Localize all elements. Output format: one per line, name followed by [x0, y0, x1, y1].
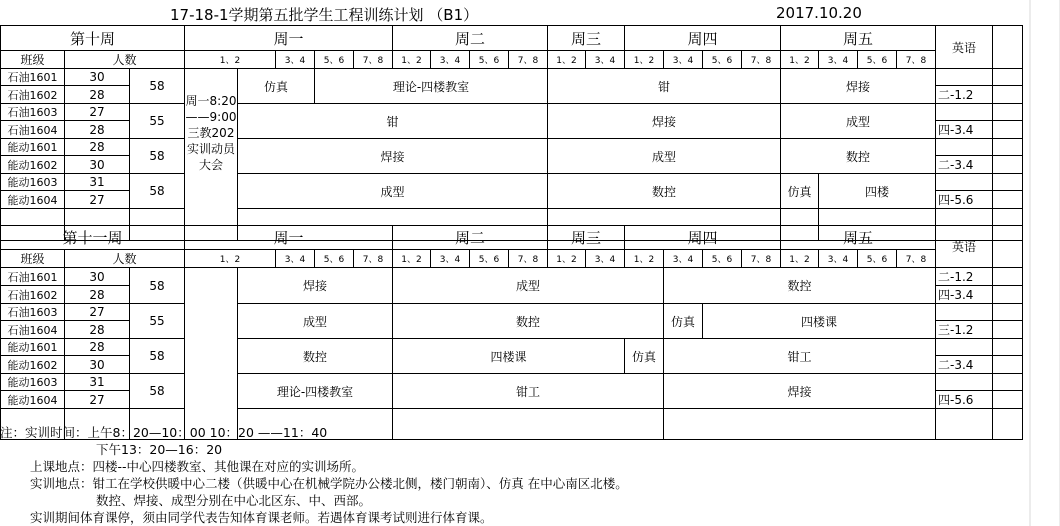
class-count: 31: [65, 174, 130, 191]
note-line-time: 注：实训时间：上午8：20—10：00 10：20 ——11：40: [0, 425, 328, 440]
course-cell: 四楼课: [393, 339, 625, 374]
note-line-afternoon: 下午13：20—16：20: [96, 442, 223, 457]
period-cell: 5、6: [858, 51, 897, 69]
class-count: 27: [65, 191, 130, 209]
blank-cell: [993, 191, 1023, 209]
class-header: 班级: [1, 51, 65, 69]
blank-cell: [185, 268, 238, 440]
group-total: 55: [130, 104, 185, 139]
course-cell: 钳工: [393, 374, 664, 409]
class-count: 30: [65, 156, 130, 174]
group-total: 58: [130, 339, 185, 374]
class-count: 30: [65, 69, 130, 86]
week-label: 第十周: [1, 26, 185, 51]
group-total: 58: [130, 69, 185, 104]
english-header: 英语: [936, 226, 993, 268]
blank-cell: [993, 139, 1023, 156]
period-cell: 7、8: [509, 51, 548, 69]
period-cell: 3、4: [664, 51, 703, 69]
class-name: 石油1603: [1, 104, 65, 121]
english-cell: 四-5.6: [936, 191, 993, 209]
english-cell: 三-1.2: [936, 321, 993, 339]
blank-cell: [993, 356, 1023, 374]
period-cell: 1、2: [625, 51, 664, 69]
group-total: 58: [130, 374, 185, 409]
english-cell: [936, 339, 993, 356]
period-cell: 1、2: [185, 51, 276, 69]
class-header: 班级: [1, 250, 65, 268]
class-name: 石油1601: [1, 69, 65, 86]
class-count: 31: [65, 374, 130, 391]
blank-cell: [993, 121, 1023, 139]
english-cell: 二-1.2: [936, 86, 993, 104]
class-name: 能动1601: [1, 339, 65, 356]
blank-cell: [993, 226, 1023, 268]
class-count: 27: [65, 391, 130, 409]
course-cell: 成型: [548, 139, 781, 174]
period-cell: 1、2: [185, 250, 276, 268]
period-cell: 1、2: [393, 51, 431, 69]
period-cell: 7、8: [509, 250, 548, 268]
class-count: 30: [65, 268, 130, 286]
count-header: 人数: [65, 51, 185, 69]
course-cell: 钳: [238, 104, 548, 139]
blank-cell: [993, 86, 1023, 104]
period-cell: 1、2: [393, 250, 431, 268]
english-cell: 二-1.2: [936, 268, 993, 286]
course-cell: 成型: [781, 104, 936, 139]
week10-table: [0, 25, 1023, 241]
period-cell: 3、4: [276, 250, 315, 268]
day-header-fri: 周五: [781, 226, 936, 250]
period-cell: 7、8: [742, 51, 781, 69]
count-header: 人数: [65, 250, 185, 268]
period-cell: 3、4: [431, 250, 470, 268]
period-cell: 7、8: [897, 250, 936, 268]
blank-cell: [993, 268, 1023, 286]
group-total: 58: [130, 139, 185, 174]
blank-cell: [993, 391, 1023, 409]
blank-cell: [993, 374, 1023, 391]
period-cell: 1、2: [781, 51, 819, 69]
course-cell: 仿真: [664, 304, 703, 339]
period-cell: 5、6: [470, 250, 509, 268]
course-cell: 成型: [393, 268, 664, 304]
group-total: 58: [130, 174, 185, 209]
english-cell: 四-3.4: [936, 121, 993, 139]
period-cell: 3、4: [819, 51, 858, 69]
note-line-pe: 实训期间体育课停，须由同学代表告知体育课老师。若遇体育课考试则进行体育课。: [30, 510, 493, 525]
course-cell: 仿真: [781, 174, 819, 209]
day-header-mon: 周一: [185, 226, 393, 250]
class-name: 石油1601: [1, 268, 65, 286]
period-cell: 5、6: [858, 250, 897, 268]
note-line-location: 实训地点：钳工在学校供暖中心二楼（供暖中心在机械学院办公楼北侧，楼门朝南）、仿真 在中心南区北楼。: [30, 476, 628, 491]
period-cell: 3、4: [431, 51, 470, 69]
blank-cell: [993, 156, 1023, 174]
english-cell: [936, 174, 993, 191]
schedule-title: 17-18-1学期第五批学生工程训练计划 （B1）: [170, 6, 479, 24]
course-cell: 焊接: [238, 268, 393, 304]
mobilization-note: 周一8:20——9:00三教202实训动员大会: [185, 69, 238, 241]
period-cell: 1、2: [548, 250, 586, 268]
period-cell: 1、2: [625, 250, 664, 268]
course-cell: 数控: [548, 174, 781, 209]
english-cell: [936, 69, 993, 86]
class-name: 能动1603: [1, 174, 65, 191]
english-cell: 四-5.6: [936, 391, 993, 409]
class-name: 能动1601: [1, 139, 65, 156]
class-name: 石油1602: [1, 286, 65, 304]
course-cell: 四楼: [819, 174, 936, 209]
period-cell: 7、8: [354, 51, 393, 69]
day-header-tue: 周二: [393, 226, 548, 250]
day-header-tue: 周二: [393, 26, 548, 51]
group-total: 55: [130, 304, 185, 339]
class-count: 28: [65, 121, 130, 139]
course-cell: 理论-四楼教室: [315, 69, 548, 104]
course-cell: 焊接: [548, 104, 781, 139]
course-cell: 焊接: [238, 139, 548, 174]
class-name: 能动1604: [1, 391, 65, 409]
class-count: 30: [65, 356, 130, 374]
english-cell: 四-3.4: [936, 286, 993, 304]
period-cell: 5、6: [315, 51, 354, 69]
course-cell: 数控: [238, 339, 393, 374]
course-cell: 焊接: [781, 69, 936, 104]
blank-cell: [993, 304, 1023, 321]
period-cell: 3、4: [819, 250, 858, 268]
blank-cell: [993, 174, 1023, 191]
course-cell: 理论-四楼教室: [238, 374, 393, 409]
period-cell: 1、2: [781, 250, 819, 268]
class-name: 石油1603: [1, 304, 65, 321]
english-cell: 二-3.4: [936, 356, 993, 374]
course-cell: 钳工: [664, 339, 936, 374]
note-line-areas: 数控、焊接、成型分别在中心北区东、中、西部。: [96, 493, 372, 508]
period-cell: 3、4: [586, 250, 625, 268]
course-cell: 数控: [393, 304, 664, 339]
course-cell: 仿真: [625, 339, 664, 374]
class-count: 28: [65, 286, 130, 304]
course-cell: 数控: [664, 268, 936, 304]
class-count: 27: [65, 104, 130, 121]
period-cell: 1、2: [548, 51, 586, 69]
course-cell: 仿真: [238, 69, 315, 104]
period-cell: 7、8: [354, 250, 393, 268]
blank-cell: [993, 339, 1023, 356]
class-name: 能动1602: [1, 356, 65, 374]
english-cell: [936, 104, 993, 121]
period-cell: 7、8: [742, 250, 781, 268]
class-name: 能动1603: [1, 374, 65, 391]
period-cell: 3、4: [276, 51, 315, 69]
blank-cell: [993, 69, 1023, 86]
english-cell: [936, 374, 993, 391]
group-total: 58: [130, 268, 185, 304]
note-line-classroom: 上课地点：四楼--中心四楼教室、其他课在对应的实训场所。: [30, 459, 365, 474]
notes-section: [0, 424, 1060, 526]
schedule-date: 2017.10.20: [776, 4, 862, 22]
course-cell: 焊接: [664, 374, 936, 409]
class-name: 石油1604: [1, 121, 65, 139]
blank-cell: [993, 321, 1023, 339]
class-name: 石油1604: [1, 321, 65, 339]
blank-cell: [993, 104, 1023, 121]
day-header-wed: 周三: [548, 26, 625, 51]
course-cell: 数控: [781, 139, 936, 174]
day-header-fri: 周五: [781, 26, 936, 51]
class-count: 27: [65, 304, 130, 321]
blank-cell: [993, 286, 1023, 304]
period-cell: 5、6: [470, 51, 509, 69]
period-cell: 5、6: [703, 250, 742, 268]
class-name: 石油1602: [1, 86, 65, 104]
class-count: 28: [65, 321, 130, 339]
period-cell: 7、8: [897, 51, 936, 69]
period-cell: 3、4: [586, 51, 625, 69]
class-name: 能动1604: [1, 191, 65, 209]
week-label: 第十一周: [1, 226, 185, 250]
blank-cell: [993, 26, 1023, 69]
class-count: 28: [65, 339, 130, 356]
period-cell: 5、6: [315, 250, 354, 268]
english-cell: 二-3.4: [936, 156, 993, 174]
course-cell: 四楼课: [703, 304, 936, 339]
period-cell: 5、6: [703, 51, 742, 69]
class-count: 28: [65, 139, 130, 156]
english-cell: [936, 139, 993, 156]
class-name: 能动1602: [1, 156, 65, 174]
day-header-wed: 周三: [548, 226, 625, 250]
course-cell: 成型: [238, 174, 548, 209]
period-cell: 3、4: [664, 250, 703, 268]
week11-table: [0, 225, 1023, 440]
day-header-mon: 周一: [185, 26, 393, 51]
english-header: 英语: [936, 26, 993, 69]
english-cell: [936, 304, 993, 321]
day-header-thu: 周四: [625, 226, 781, 250]
day-header-thu: 周四: [625, 26, 781, 51]
course-cell: 成型: [238, 304, 393, 339]
class-count: 28: [65, 86, 130, 104]
course-cell: 钳: [548, 69, 781, 104]
